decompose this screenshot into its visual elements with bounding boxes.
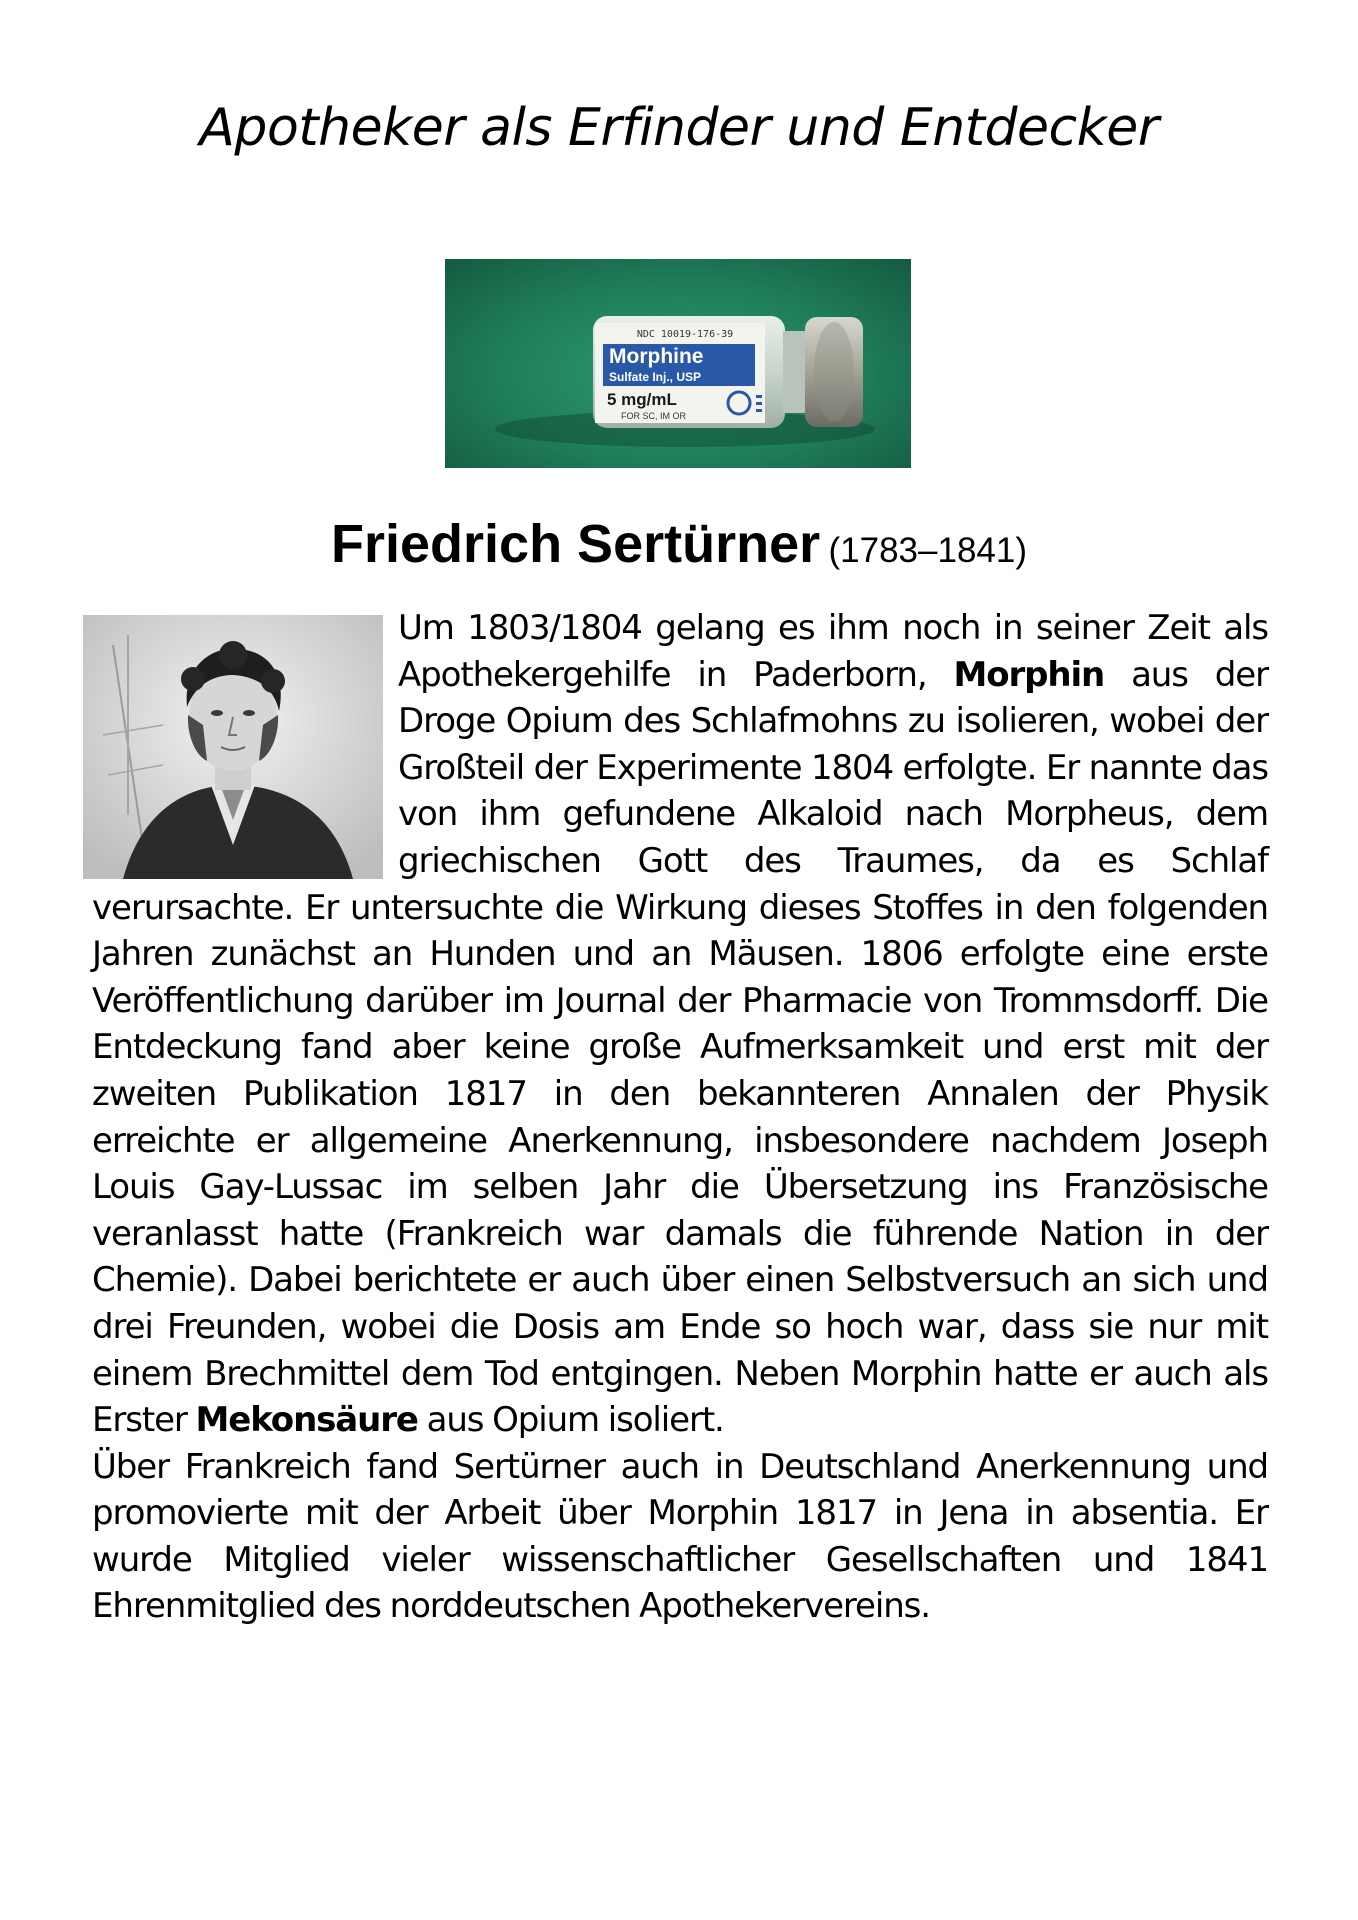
keyword-morphin: Morphin	[953, 654, 1105, 695]
paragraph-1-part-c: aus der Droge Opium des Schlafmohns zu isolieren, wobei der Großteil der Experimente 1804 erfolgte. Er nannte das von ihm gefundene Alkaloid nach Morpheus, dem griechischen Gott des Traumes, da es Schlaf verursachte. Er untersuchte die Wirkung dieses Stoffes in den folgenden Jahren zunächst an Hunden und an Mäusen. 1806 erfolgte eine erste Veröffentlichung darüber im Journal der Pharmacie von Trommsdorff. Die Entdeckung fand aber keine große Aufmerksamkeit und erst mit der zweiten Publikation 1817 in den bekannteren Annalen der Physik erreichte er allgemeine Anerkennung, insbesondere nachdem Joseph Louis Gay-Lussac im selben Jahr die Übersetzung ins Französische veranlasst hatte (Frankreich war damals die führende Nation in der Chemie). Dabei berichtete er auch über einen Selbstversuch an sich und drei Freunden, wobei die Dosis am Ende so hoch war, dass sie nur mit einem Brechmittel dem Tod entgingen. Neben Morphin hatte er auch als Erster	[92, 654, 1268, 1441]
vial-ndc-text: NDC 10019-176-39	[636, 329, 734, 340]
page-title: Apotheker als Erfinder und Entdecker	[199, 98, 1159, 158]
keyword-mekonsaeure: Mekonsäure	[195, 1400, 418, 1441]
portrait-spacer	[92, 605, 398, 875]
biography-paragraph-1	[92, 605, 1268, 1444]
vial-dose: 5 mg/mL	[607, 390, 677, 409]
biography-text	[92, 605, 1268, 1630]
morphine-vial-photo	[445, 259, 911, 468]
vial-drug-form: Sulfate Inj., USP	[609, 370, 702, 384]
vial-route-text: FOR SC, IM OR	[621, 411, 686, 421]
person-years: (1783–1841)	[828, 531, 1027, 570]
person-heading	[0, 512, 1358, 586]
morphine-vial-illustration	[445, 259, 911, 468]
paragraph-1-part-a: Um 1803/1804 gelang es ihm noch in seiner Zeit als Apothekergehilfe in Paderborn,	[398, 608, 1268, 695]
biography-paragraph-2: Über Frankreich fand Sertürner auch in Deutschland Anerkennung und promovierte mit der Arbeit über Morphin 1817 in Jena in absentia. Er wurde Mitglied vieler wissenschaftlicher Gesellschaften und 1841 Ehrenmitglied des norddeutschen Apothekervereins.	[92, 1446, 1268, 1627]
person-name: Friedrich Sertürner	[331, 514, 821, 574]
vial-drug-name: Morphine	[609, 345, 704, 368]
paragraph-1-part-e: aus Opium isoliert.	[417, 1400, 724, 1441]
